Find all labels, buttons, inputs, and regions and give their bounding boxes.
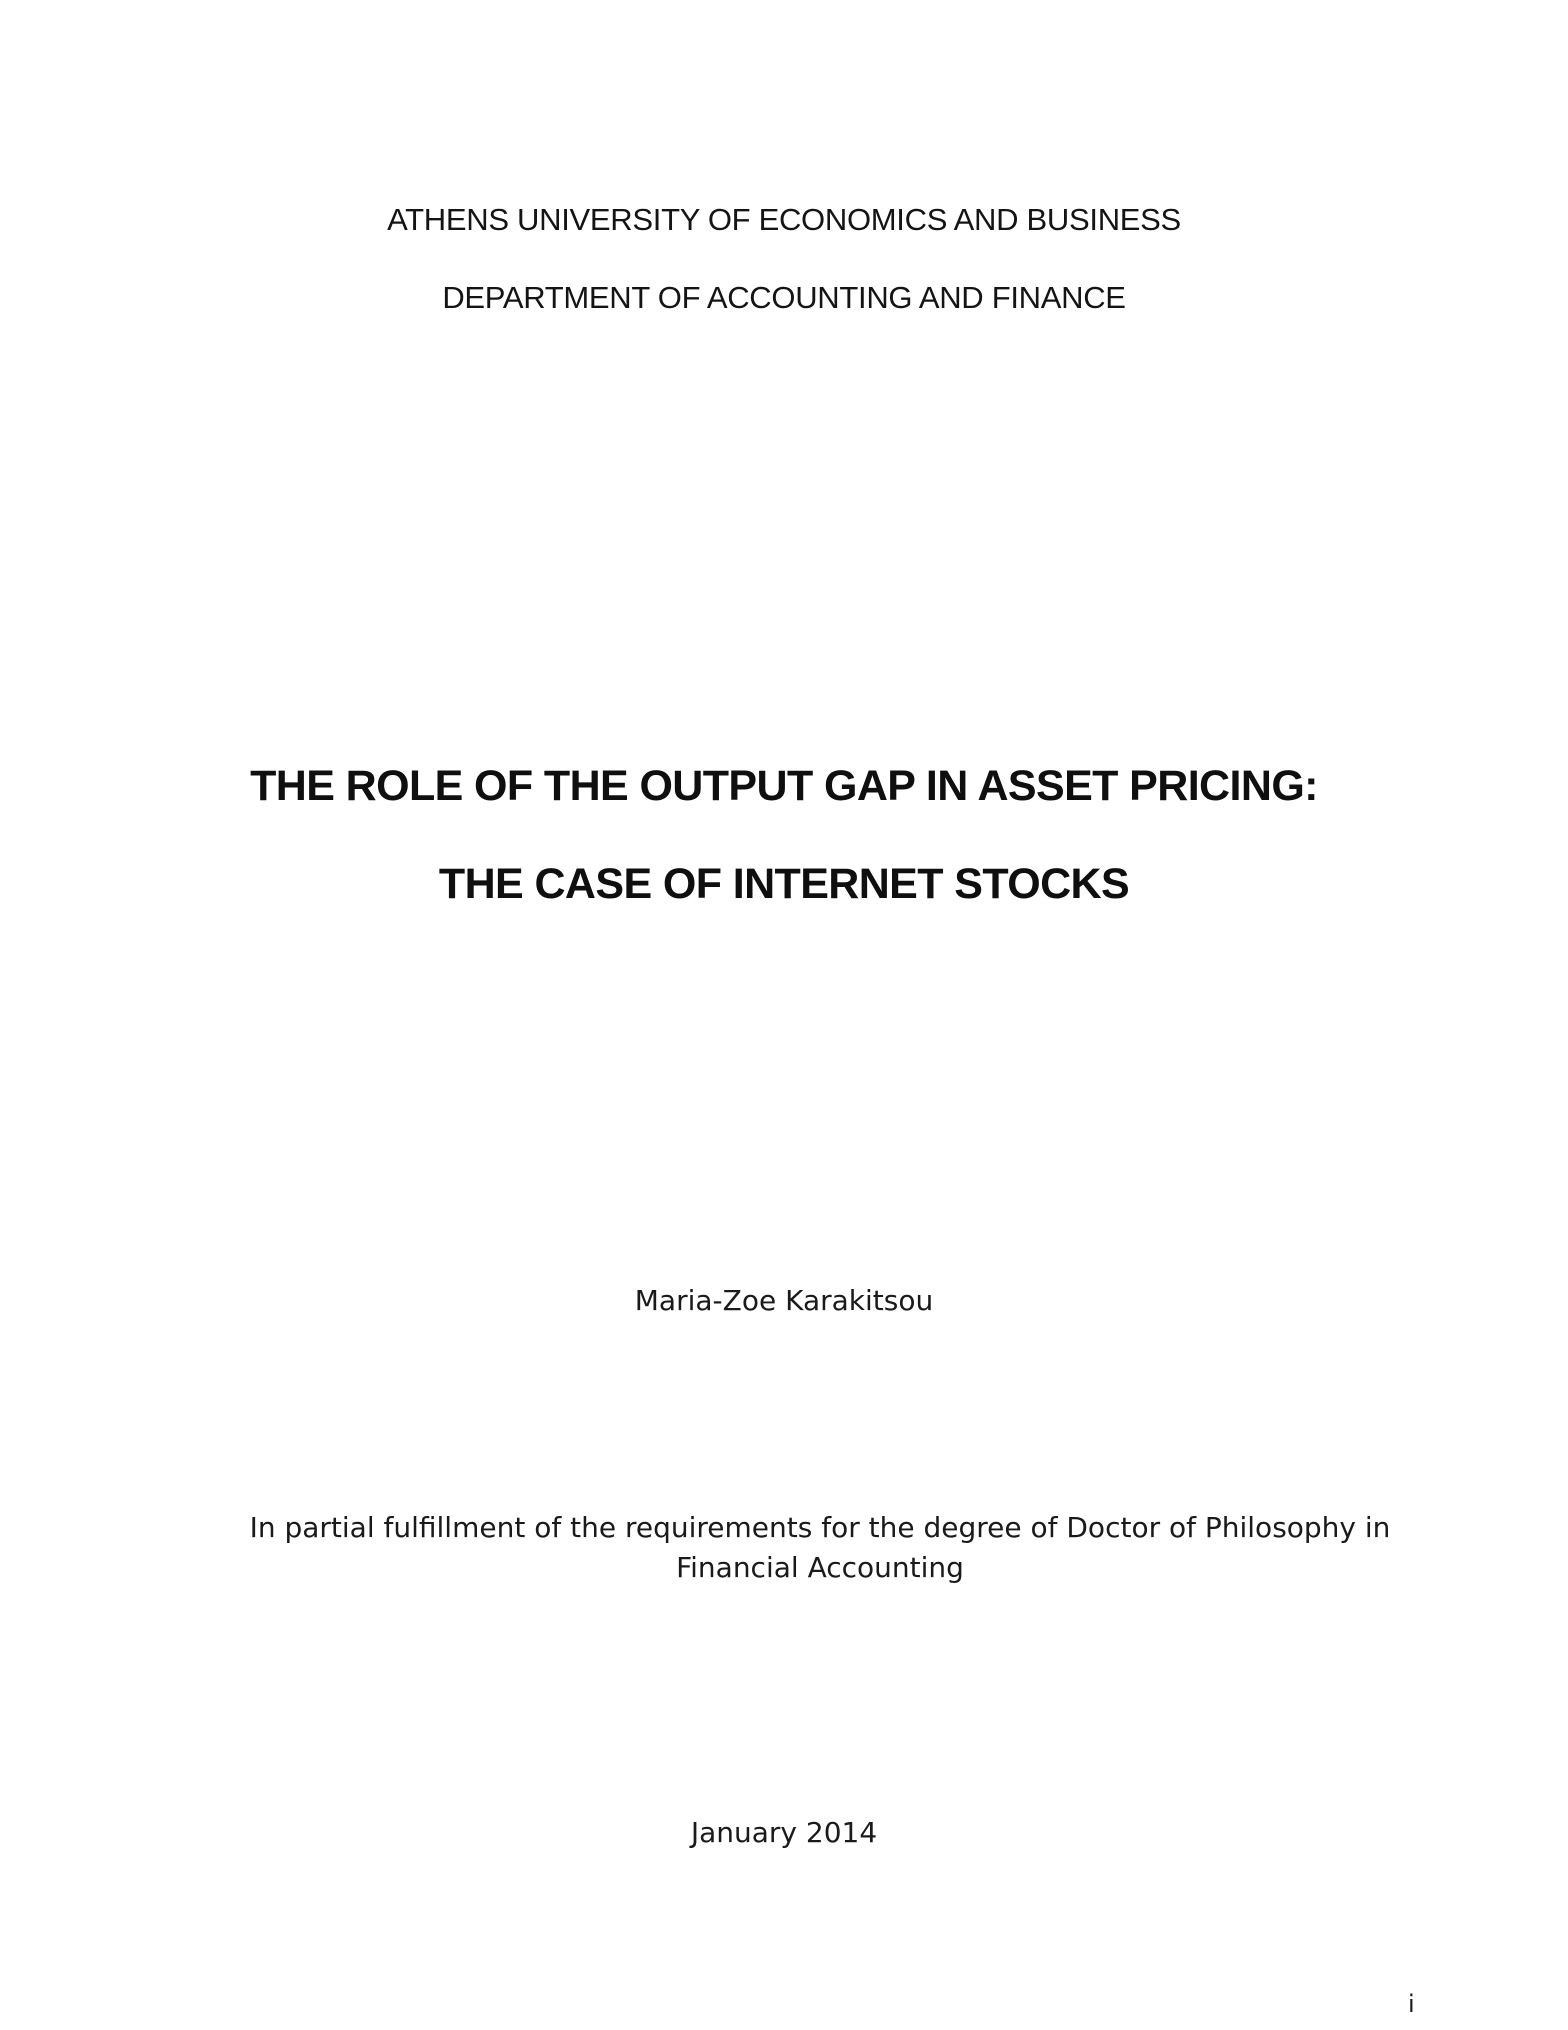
- page-number: i: [1408, 1990, 1415, 2018]
- thesis-title-line-1: THE ROLE OF THE OUTPUT GAP IN ASSET PRICING:: [250, 762, 1318, 810]
- author-name: Maria-Zoe Karakitsou: [634, 1284, 934, 1317]
- thesis-title-line-2: THE CASE OF INTERNET STOCKS: [438, 860, 1130, 908]
- department-name: DEPARTMENT OF ACCOUNTING AND FINANCE: [442, 280, 1126, 315]
- fulfillment-statement: [215, 1508, 1425, 1588]
- fulfillment-line-1: In partial fulfillment of the requirements for the degree of Doctor of Philosophy in: [249, 1511, 1391, 1544]
- fulfillment-line-2: Financial Accounting: [676, 1551, 964, 1584]
- submission-date: January 2014: [690, 1816, 878, 1849]
- institution-name: ATHENS UNIVERSITY OF ECONOMICS AND BUSINESS: [387, 202, 1181, 237]
